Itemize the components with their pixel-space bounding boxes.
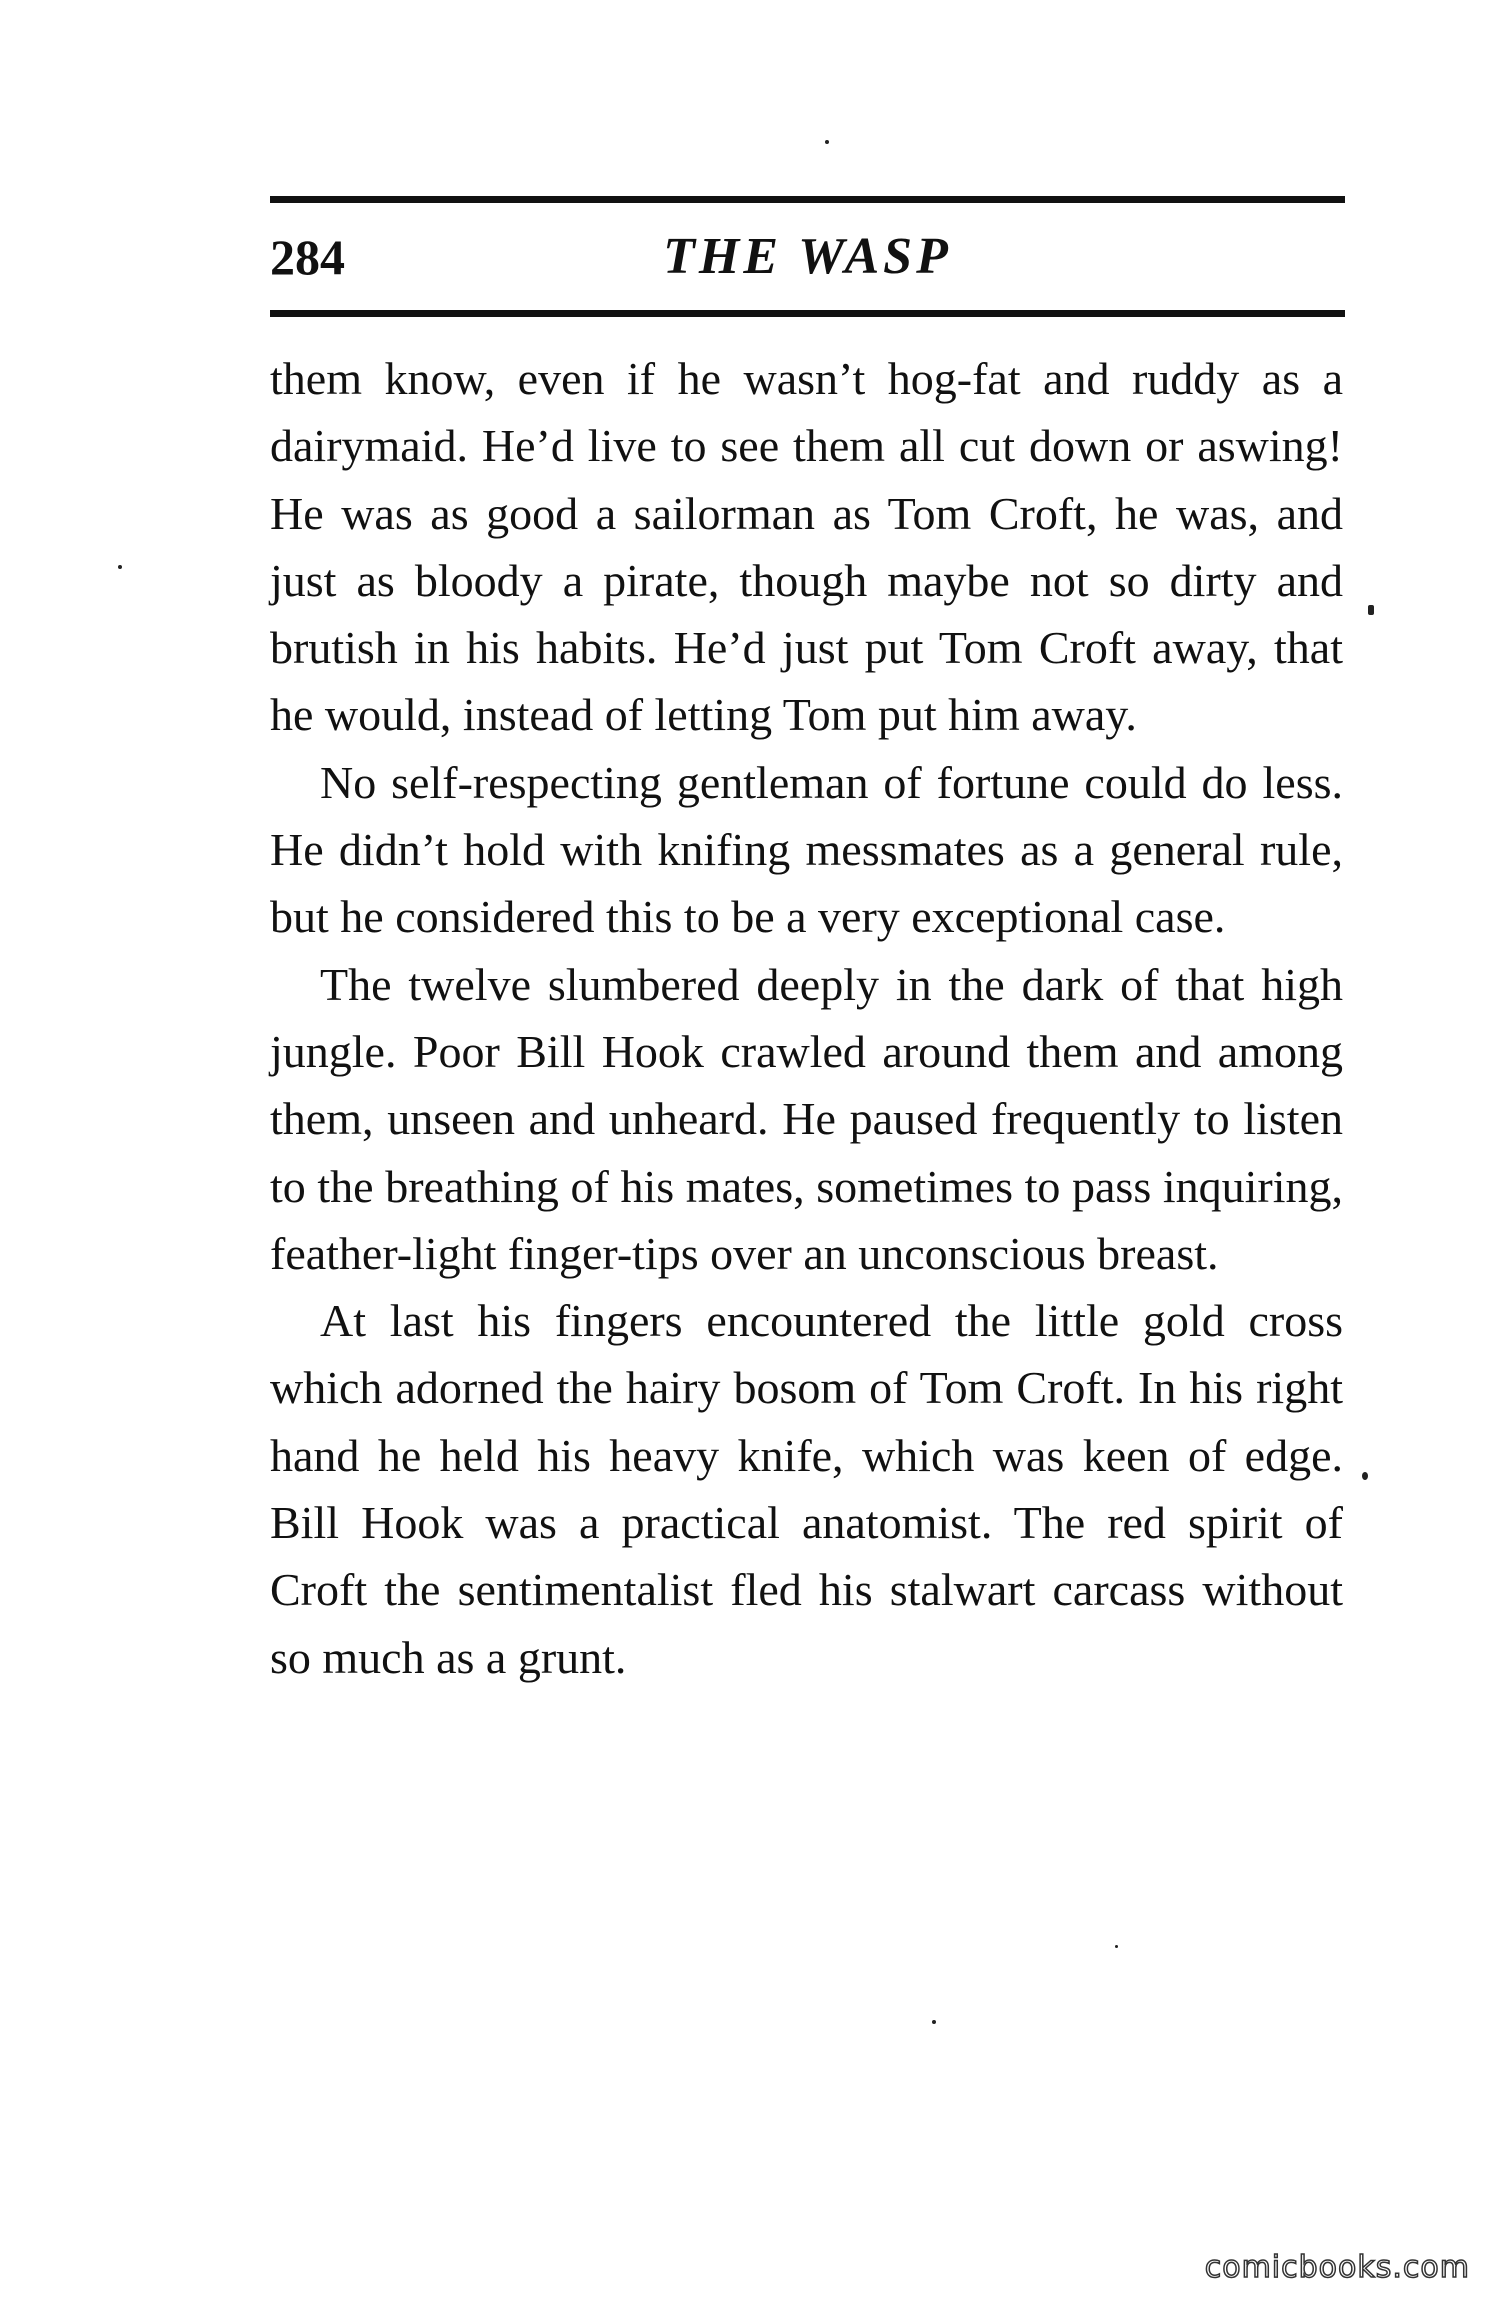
paragraph-continued: them know, even if he wasn’t hog-fat and ruddy as a dairymaid. He’d live to see them all cut down or aswing! He was as good a sailorman as Tom Croft, he was, and just as bloody a pirate, though maybe not so dirty and brutish in his habits. He’d just put Tom Croft away, that he would, instead of letting Tom put him away.	[270, 353, 1343, 741]
running-title: THE WASP	[663, 228, 952, 285]
running-head	[270, 222, 1345, 292]
page-number: 284	[270, 229, 345, 285]
scan-speck	[118, 565, 122, 569]
watermark: comicbooks.com	[1204, 2250, 1470, 2285]
scan-speck	[825, 140, 829, 144]
paragraph: At last his fingers encountered the little gold cross which adorned the hairy bosom of Tom Croft. In his right hand he held his heavy knife, which was keen of edge. Bill Hook was a practical anatomist. The red spirit of Croft the sentimentalist fled his stalwart carcass without so much as a grunt.	[270, 1295, 1343, 1683]
header-rule-bottom	[270, 310, 1345, 317]
paragraph: No self-respecting gentleman of fortune could do less. He didn’t hold with knifing messmates as a general rule, but he considered this to be a very exceptional case.	[270, 756, 1343, 943]
scan-speck	[1115, 1945, 1118, 1948]
scan-speck	[1368, 605, 1374, 615]
header-rule-top	[270, 196, 1345, 203]
scan-speck	[1362, 1472, 1368, 1480]
scan-speck	[932, 2020, 936, 2024]
paragraph: The twelve slumbered deeply in the dark of that high jungle. Poor Bill Hook crawled around them and among them, unseen and unheard. He paused frequently to listen to the breathing of his mates, sometimes to pass inquiring, feather-light finger-tips over an unconscious breast.	[270, 958, 1343, 1279]
body-text	[270, 345, 1343, 1691]
